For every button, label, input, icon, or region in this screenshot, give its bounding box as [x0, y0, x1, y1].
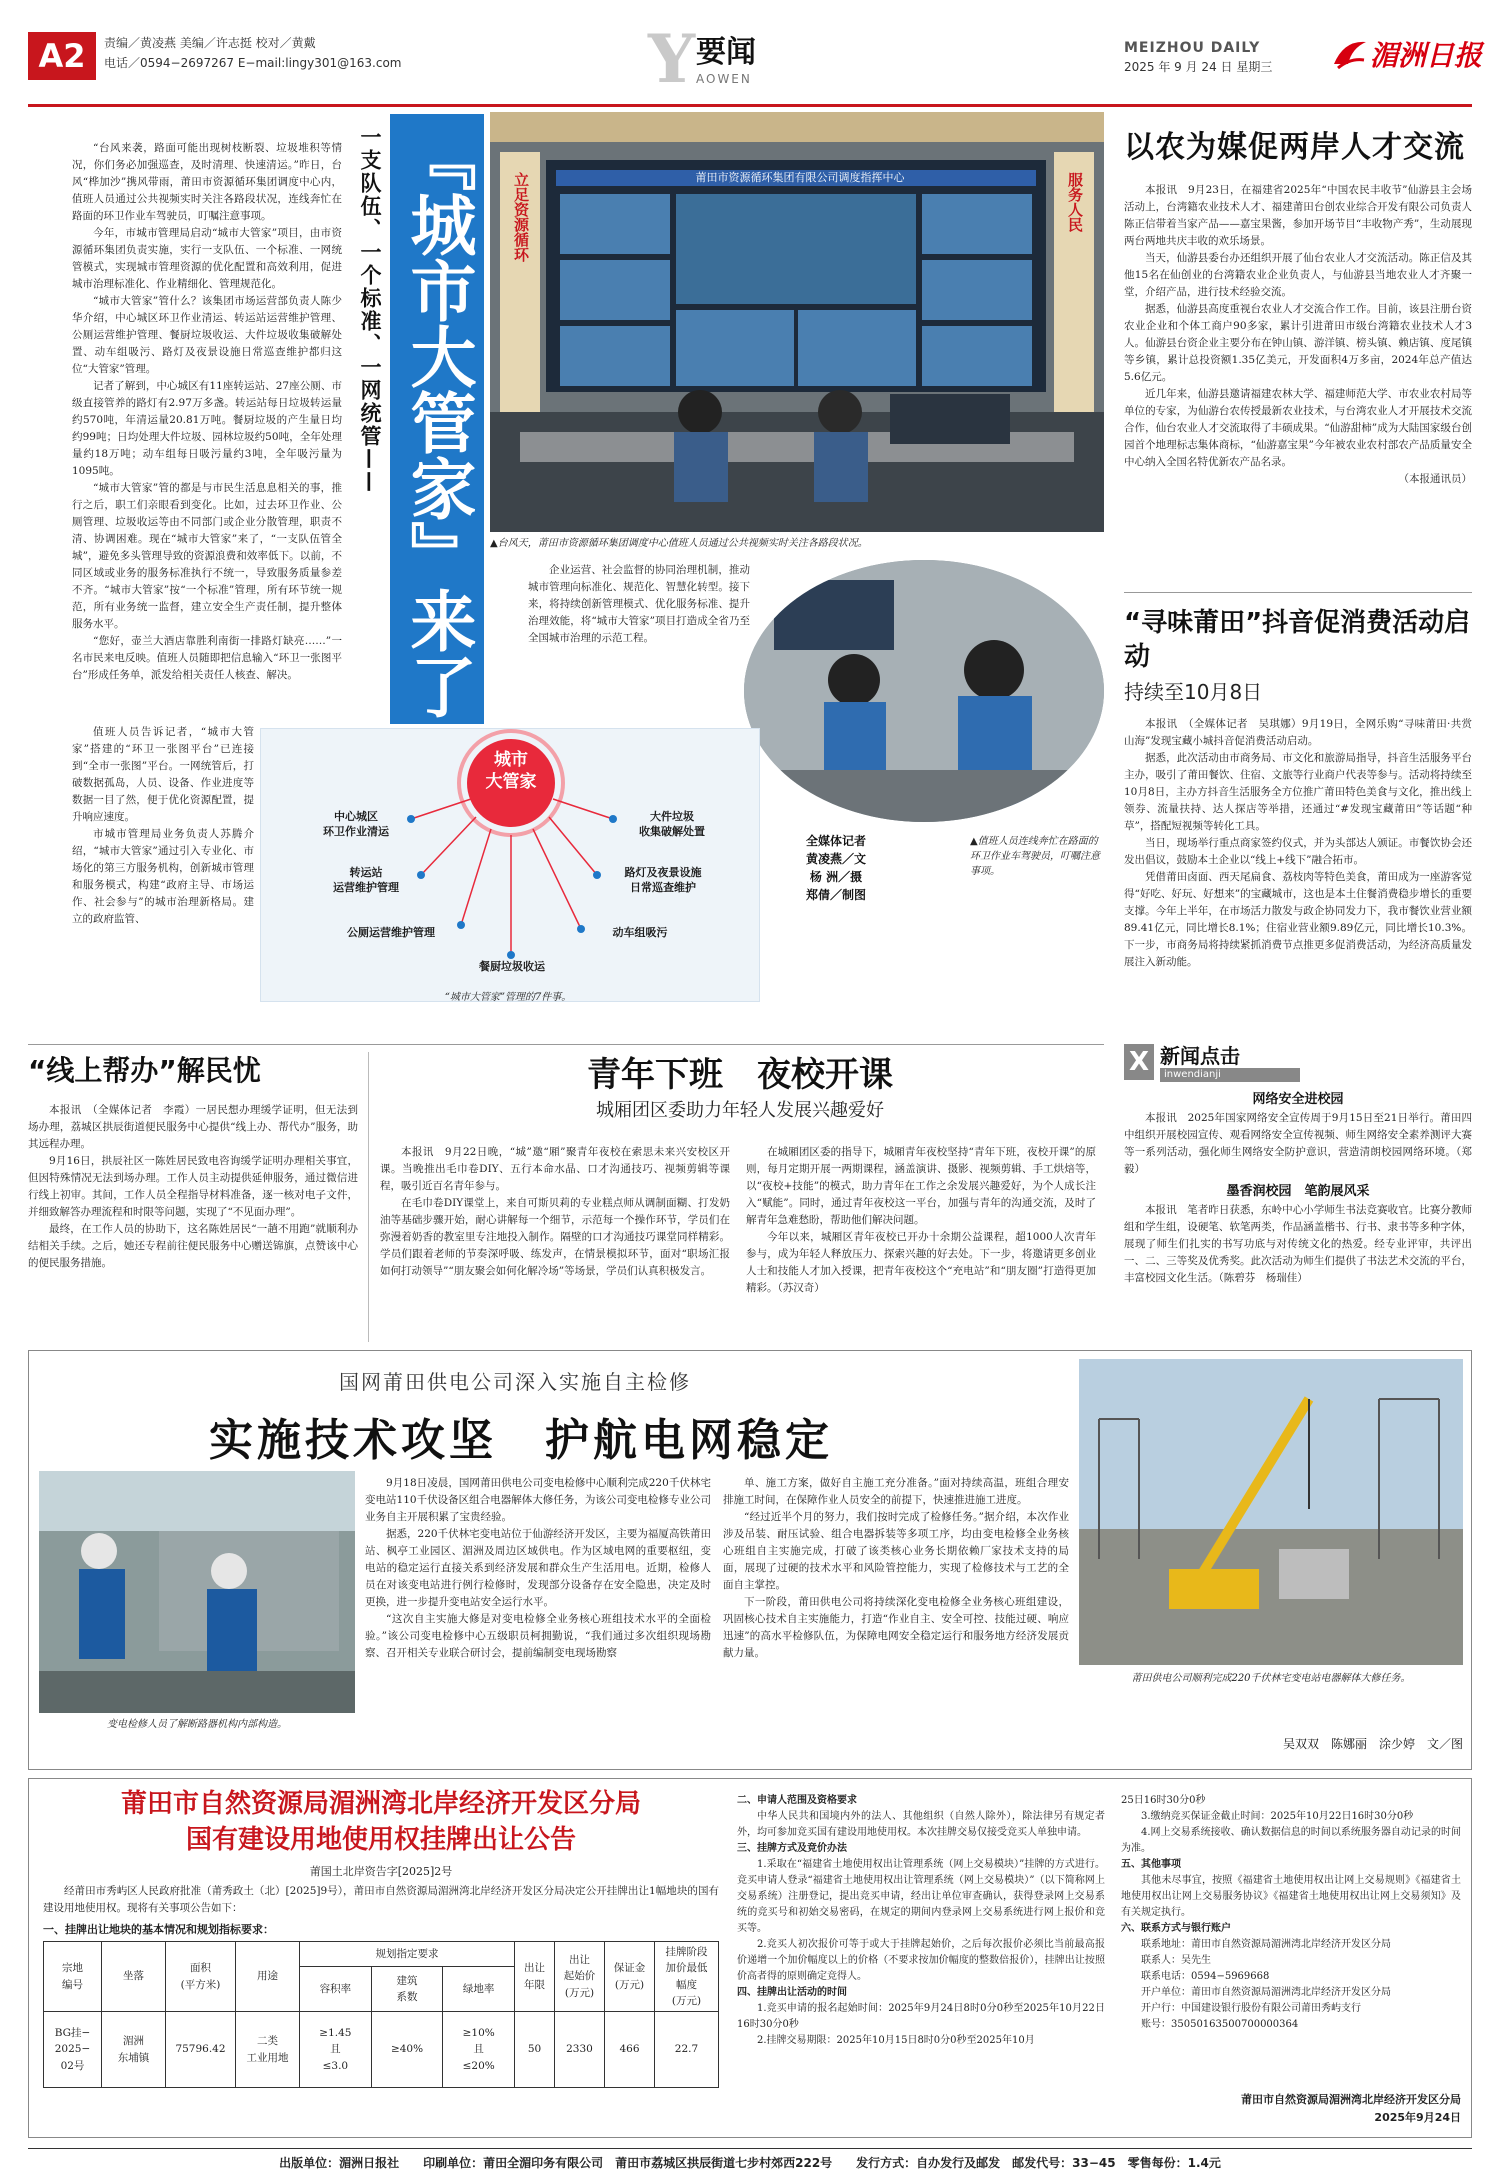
notice-title-1: 莆田市自然资源局湄洲湾北岸经济开发区分局 — [120, 1789, 641, 1819]
th-deposit: 保证金 (万元) — [605, 1942, 655, 2012]
th-increment: 挂牌阶段 加价最低 幅度 (万元) — [655, 1942, 719, 2012]
notice-col3: 25日16时30分0秒 3.缴纳竞买保证金截止时间：2025年10月22日16时30分0秒 4.网上交易系统接收、确认数据信息的时间以系统服务器自动记录的时间为准。 五、其他事项 其他未尽事宜，按照《福建省土地使用权出让网上交易规则》《福建省土地使用权出让网上交易服务协议》《福建省土地使用权出让网上交易须知》及有关规定执行。 六、联系方式与银行账户 联系地址：莆田市自然资源局湄洲湾北岸经济开发区分局 联系人：吴先生 联系电话：0594−5969668 开户单位：莆田市自然资源局湄洲湾北岸经济开发区分局 开户行：中国建设银行股份有限公司莆田秀屿支行 账号：35050163500700000364 — [1121, 1795, 1461, 2030]
operators-illustration — [744, 560, 1104, 822]
news-click-title: 新闻点击 — [1160, 1044, 1240, 1068]
th-term: 出让 年限 — [515, 1942, 555, 2012]
td-green: ≥10% 且 ≤20% — [443, 2012, 515, 2088]
center2-title: 青年下班 夜校开课 — [587, 1055, 893, 1095]
footer-rule — [28, 2148, 1472, 2149]
photo2-caption: ▲值班人员连线奔忙在路面的环卫作业车驾驶员，叮嘱注意事项。 — [970, 836, 1100, 877]
th-green: 绿地率 — [443, 1967, 515, 2012]
th-location: 坐落 — [102, 1942, 166, 2012]
td-increment: 22.7 — [655, 2012, 719, 2088]
diagram-center-label: 城市 大管家 — [485, 750, 537, 792]
diagram-item-3: 转运站 运营维护管理 — [333, 866, 399, 894]
right-divider-1 — [1124, 592, 1472, 593]
issue-date: 2025 年 9 月 24 日 星期三 — [1124, 60, 1273, 74]
paper-logo — [1330, 32, 1483, 76]
lead-subtitle: 一支队伍、一个标准、一网统管—— — [358, 126, 382, 494]
lead-middle-text: 企业运营、社会监督的协同治理机制，推动城市管理向标准化、规范化、智慧化转型。接下来，将持续创新管理模式、优化服务标准、提升治理效能，将“城市大管家”项目打造成全省乃至全国城市治理的示范工程。 — [528, 564, 750, 644]
wall-slogan-left: 立足资源循环 — [512, 172, 530, 262]
footer: 出版单位：湄洲日报社 印刷单位：莆田全湄印务有限公司 莆田市荔城区拱辰街道七步村郊西222号 发行方式：自办发行及邮发 邮发代号：33−45 零售每份：1.4元 — [279, 2156, 1221, 2170]
photo-operators — [744, 560, 1104, 822]
news-click-item2-title: 墨香润校园 笔韵展风采 — [1226, 1184, 1370, 1200]
lead-credit: 全媒体记者 黄凌燕／文 杨 洲／摄 郑倩／制图 — [805, 834, 866, 902]
lead-col1b: 值班人员告诉记者，“城市大管家”搭建的“环卫一张图平台”已连接到“全市一张图”平台。一网统管后，打破数据孤岛，人员、设备、作业进度等数据一目了然，便于优化资源配置，提升响应速度。 市城市管理局业务负责人苏腾介绍，“城市大管家”通过引入专业化、市场化的第三方服务机构，创新城市管理和服务模式，构建“政府主导、市场运作、社会参与”的城市治理新格局。建立的政府监管、 — [72, 726, 254, 925]
diagram-item-7: 餐厨垃圾收运 — [479, 960, 545, 973]
page-number: A2 — [28, 32, 96, 80]
center-story-2 — [380, 1052, 1100, 1294]
land-notice — [28, 1778, 1472, 2138]
td-term: 50 — [515, 2012, 555, 2088]
td-parcel-id: BG挂− 2025− 02号 — [44, 2012, 102, 2088]
right1-body: 本报讯 9月23日，在福建省2025年“中国农民丰收节”仙游县主会场活动上，台湾籍农业技术人才、福建莆田台创农业综合开发有限公司负责人陈正信带着当家产品——嘉宝果酱，参加开场节目“丰收物产秀”，生动展现两台两地共庆丰收的欢乐场景。 当天，仙游县委台办还组织开展了仙台农业人才交流活动。陈正信及其他15名在仙创业的台湾籍农业企业负责人，与仙游县当地农业人才齐聚一堂，介绍产品，进行技术经验交流。 据悉，仙游县高度重视台农业人才交流合作工作。目前，该县注册台资农业企业和个体工商户90多家，累计引进莆田市级台湾籍农业技术人才3人。仙游县台资企业主要分布在钟山镇、游洋镇、榜头镇、赖店镇、度尾镇等乡镇，累计总投资额1.35亿美元，开发面积4万多亩，2024年总产值达5.6亿元。 近几年来，仙游县邀请福建农林大学、福建师范大学、市农业农村局等单位的专家，为仙游台农传授最新农业技术，与台湾农业人才开展技术交流合作，仙台农业人才交流取得了丰硕成果。“仙游甜柿”成为大陆国家级台创园首个地理标志集体商标，“仙游嘉宝果”今年被农业农村部农产品质量安全中心纳入全国名特优新农产品名录。 — [1124, 184, 1472, 468]
seven-duties-diagram — [260, 728, 760, 1002]
diagram-item-6: 动车组吸污 — [612, 926, 668, 939]
right1-byline: （本报通讯员） — [1398, 473, 1472, 485]
td-use: 二类 工业用地 — [236, 2012, 300, 2088]
editors-line: 责编／黄凌燕 美编／许志挺 校对／黄戴 — [104, 36, 316, 50]
right2-subtitle: 持续至10月8日 — [1124, 680, 1263, 704]
diagram-item-2: 大件垃圾 收集破解处置 — [639, 810, 705, 838]
paper-name-cn: 湄洲日报 — [1370, 39, 1483, 72]
news-click — [1124, 1044, 1472, 1287]
th-far: 容积率 — [300, 1967, 372, 2012]
notice-section1: 一、挂牌出让地块的基本情况和规划指标要求： — [43, 1923, 274, 1936]
right-story-1 — [1124, 128, 1472, 487]
news-click-item2-text: 本报讯 笔者昨日获悉，东岭中心小学师生书法竞赛收官。比赛分教师组和学生组，设硬笔、软笔两类，作品涵盖楷书、行书、隶书等多种字体，展现了师生们扎实的书写功底与对传统文化的热爱。经专业评审，共评出一、二、三等奖及优秀奖。此次活动为师生们提供了书法艺术交流的平台，丰富校园文化生活。（陈碧芬 杨瑞佳） — [1124, 1204, 1472, 1285]
inspection-illustration — [39, 1471, 355, 1713]
news-click-item1-title: 网络安全进校园 — [1252, 1092, 1344, 1107]
lead-story — [28, 112, 1104, 1040]
th-start-price: 出让 起始价 (万元) — [555, 1942, 605, 2012]
wall-slogan-right: 服务人民 — [1066, 172, 1084, 232]
news-click-letter: X — [1124, 1044, 1154, 1080]
notice-col2: 二、申请人范围及资格要求 中华人民共和国境内外的法人、其他组织（自然人除外），除法律另有规定者外，均可参加竞买国有建设用地使用权。本次挂牌交易仅接受竞买人单独申请。 三、挂牌方式及竞价办法 1.采取在“福建省土地使用权出让管理系统（网上交易模块）”挂牌的方式进行。竞买申请人登录“福建省土地使用权出让管理系统（网上交易模块）”（以下简称网上交易系统）注册登记，提出竞买申请，经出让单位审查确认，获得登录网上交易系统的竞买号和初始交易密码，在规定的期间内登录网上交易系统进行网上报价和竞买等。 2.竞买人初次报价可等于或大于挂牌起始价，之后每次报价必须比当前最高报价递增一个加价幅度以上的价格（不要求按加价幅度的整数倍报价），挂牌出让按照价高者得的原则确定竞得人。 四、挂牌出让活动的时间 1.竞买申请的报名起始时间：2025年9月24日8时0分0秒至2025年10月22日16时30分0秒 2.挂牌交易期限：2025年10月15日8时0分0秒至2025年10月 — [737, 1795, 1105, 2046]
power-caption-right: 莆田供电公司顺利完成220千伏林宅变电站电器解体大修任务。 — [1131, 1673, 1411, 1684]
center2-subtitle: 城厢团区委助力年轻人发展兴趣爱好 — [596, 1100, 884, 1121]
th-use: 用途 — [236, 1942, 300, 2012]
diagram-caption: “城市大管家”管理的7件事。 — [444, 992, 572, 1003]
lead-col1: “台风来袭，路面可能出现树枝断裂、垃圾堆积等情况，你们务必加强巡查，及时清理、快速清运。”昨日，台风“桦加沙”携风带雨，莆田市资源循环集团调度中心内，值班人员通过公共视频实时关注各路段状况，连线奔忙在路面的环卫作业车驾驶员，叮嘱注意事项。 今年，市城市管理局启动“城市大管家”项目，由市资源循环集团负责实施，实行一支队伍、一个标准、一网统管模式，实现城市管理资源的优化配置和高效利用，促进城市治理标准化、作业精细化、管理规范化。 “城市大管家”管什么？该集团市场运营部负责人陈少华介绍，中心城区环卫作业清运、转运站运营维护管理、公厕运营维护管理、餐厨垃圾收运、大件垃圾收集破解处置、动车组吸污、路灯及夜景设施日常巡查维护都归这位“大管家”管理。 记者了解到，中心城区有11座转运站、27座公厕、市级直接管养的路灯有2.97万多盏。转运站每日垃圾转运量约570吨，年清运量20.81万吨。餐厨垃圾的产生量日均约99吨；日均处理大件垃圾、园林垃圾约50吨，全年处理量约18万吨；动车组每日吸污量约3吨，全年吸污量为1095吨。 “城市大管家”管的都是与市民生活息息相关的事，推行之后，职工们亲眼看到变化。比如，过去环卫作业、公厕管理、垃圾收运等由不同部门或企业分散管理，职责不清、协调困难。现在“城市大管家”来了，“一支队伍管全城”，避免多头管理导致的资源浪费和效率低下。以前，不同区域或业务的服务标准执行不统一，导致服务质量参差不齐。“城市大管家”按“一个标准”管理，所有环节统一规范，所有业务统一监督，建立安全生产责任制，提升整体服务水平。 “您好，壶兰大酒店靠胜利南街一排路灯缺亮……”一名市民来电反映。值班人员随即把信息输入“环卫一张图平台”形成任务单，派发给相关责任人核查、解决。 — [72, 142, 342, 681]
control-room-screen-title: 莆田市资源循环集团有限公司调度指挥中心 — [695, 171, 905, 184]
photo-control-room — [490, 112, 1104, 532]
notice-title-2: 国有建设用地使用权挂牌出让公告 — [185, 1825, 576, 1855]
td-coverage: ≥40% — [371, 2012, 443, 2088]
power-kicker: 国网莆田供电公司深入实施自主检修 — [339, 1370, 691, 1394]
left2-body: 本报讯 （全媒体记者 李霞）一居民想办理缓学证明，但无法到场办理，荔城区拱辰街道便民服务中心提供“线上办、帮代办”服务，助其远程办理。 9月16日，拱辰社区一陈姓居民致电咨询缓学证明办理相关事宜，但因特殊情况无法到场办理。工作人员主动提供延伸服务，通过微信进行线上初审。其间，工作人员全程指导材料准备，逐一核对电子文件，并细致解答办理流程和时限等问题，实现了“不见面办理”。 最终，在工作人员的协助下，这名陈姓居民“一趟不用跑”就顺利办结相关手续。之后，她还专程前往便民服务中心赠送锦旗，点赞该中心的便民服务措施。 — [28, 1104, 358, 1269]
center2-col1: 本报讯 9月22日晚，“城”邀“厢”聚青年夜校在索思未来兴安校区开课。当晚推出毛巾卷DIY、五行本命水晶、口才沟通技巧、视频剪辑等课程，吸引近百名青年参与。 在毛巾卷DIY课堂上，来自可斯贝莉的专业糕点师从调制面糊、打发奶油等基础步骤开始，耐心讲解每一个细节，示范每一个操作环节，学员们在弥漫着奶香的教室里专注地投入制作。隔壁的口才沟通技巧课堂同样精彩。学员们跟着老师的节奏深呼吸、练发声，在情景模拟环节，面对“职场汇报如何打动领导”“朋友聚会如何化解冷场”等场景，学员们认真积极发言。 — [380, 1146, 730, 1277]
td-location: 湄洲 东埔镇 — [102, 2012, 166, 2088]
section-pinyin: AOWEN — [696, 72, 752, 86]
masthead — [28, 20, 1483, 102]
photo-inspection — [39, 1471, 355, 1713]
right1-title: 以农为媒促两岸人才交流 — [1124, 130, 1465, 165]
th-area: 面积 (平方米) — [166, 1942, 236, 2012]
td-area: 75796.42 — [166, 2012, 236, 2088]
news-click-logo — [1124, 1044, 1472, 1084]
news-click-pinyin: inwendianji — [1160, 1068, 1300, 1082]
notice-intro: 经莆田市秀屿区人民政府批准（莆秀政土（北）[2025]9号），莆田市自然资源局湄洲湾北岸经济开发区分局决定公开挂牌出让1幅地块的国有建设用地使用权。现将有关事项公告如下： — [43, 1885, 719, 1914]
diagram-item-4: 路灯及夜景设施 日常巡查维护 — [624, 866, 702, 894]
diagram-item-1: 中心城区 环卫作业清运 — [323, 810, 389, 838]
right2-title: “寻味莆田”抖音促消费活动启动 — [1124, 608, 1471, 672]
power-col1: 9月18日凌晨，国网莆田供电公司变电检修中心顺利完成220千伏林宅变电站110千伏设备区组合电器解体大修任务，为该公司变电检修专业公司业务自主开展积累了宝贵经验。 据悉，220千伏林宅变电站位于仙游经济开发区，主要为福厦高铁莆田站、枫亭工业园区、湄洲及周边区域供电。作为区域电网的重要枢纽，变电站的稳定运行直接关系到经济发展和群众生产生活用电。近期，检修人员在对该变电站进行例行检修时，发现部分设备存在安全隐患，决定及时更换，进一步提升变电站安全运行水平。 “这次自主实施大修是对变电检修全业务核心班组技术水平的全面检验。”该公司变电检修中心五级职员柯拥勤说，“我们通过多次组织现场勘察、召开相关专业联合研讨会，提前编制变电现场勘察 — [365, 1477, 711, 1659]
td-far: ≥1.45 且 ≤3.0 — [300, 2012, 372, 2088]
th-planning: 规划指定要求 — [300, 1942, 515, 1967]
news-click-item1-text: 本报讯 2025年国家网络安全宣传周于9月15日至21日举行。莆田四中组织开展校园宣传、观看网络安全宣传视频、师生网络安全素养测评大赛等一系列活动，强化师生网络安全防护意识，营造清朗校园网络环境。（郑毅） — [1124, 1112, 1472, 1176]
section-title: 要闻 — [696, 35, 756, 70]
contact-line: 电话／0594−2697267 E−mail:lingy301@163.com — [104, 56, 402, 70]
power-feature — [28, 1350, 1472, 1770]
left2-title: “线上帮办”解民忧 — [28, 1054, 261, 1087]
right-story-2 — [1124, 606, 1472, 971]
section-letter: Y — [648, 20, 696, 98]
center2-col2: 在城厢团区委的指导下，城厢青年夜校坚持“青年下班，夜校开课”的原则，每月定期开展一两期课程，涵盖演讲、摄影、视频剪辑、手工烘焙等，以“夜校+技能”的模式，助力青年在工作之余发展兴趣爱好，为个人成长注入“赋能”。同时，通过青年夜校这一平台，加强与青年的沟通交流，及时了解青年急难愁盼，帮助他们解决问题。 今年以来，城厢区青年夜校已开办十余期公益课程，超1000人次青年参与，成为年轻人释放压力、探索兴趣的好去处。下一步，将邀请更多创业人士和技能人才加入授课，把青年夜校这个“充电站”和“朋友圈”打造得更加精彩。（苏汉奇） — [746, 1146, 1096, 1294]
row2-divider — [28, 1044, 1104, 1045]
notice-sign-date: 2025年9月24日 — [1374, 2111, 1461, 2124]
th-coverage: 建筑 系数 — [371, 1967, 443, 2012]
power-col2: 单、施工方案，做好自主施工充分准备。”面对持续高温，班组合理安排施工时间，在保障作业人员安全的前提下，快速推进施工进度。 “经过近半个月的努力，我们按时完成了检修任务。”据介绍，本次作业涉及吊装、耐压试验、组合电器拆装等多项工序，均由变电检修全业务核心班组自主实施完成，打破了该类核心业务长期依赖厂家技术支持的局面，展现了过硬的技术水平和风险管控能力，实现了检修技术与工艺的全面自主掌控。 下一阶段，莆田供电公司将持续深化变电检修全业务核心班组建设，巩固核心技术自主实施能力，打造“作业自主、安全可控、技能过硬、响应迅速”的高水平检修队伍，为保障电网安全稳定运行和服务地方经济发展贡献力量。 — [723, 1477, 1069, 1659]
power-credit: 吴双双 陈娜丽 涂少婷 文／图 — [1282, 1737, 1463, 1751]
notice-number: 莆国土北岸资告字[2025]2号 — [309, 1865, 453, 1878]
masthead-rule — [28, 104, 1472, 107]
notice-table — [43, 1941, 719, 2088]
row2-vrule-1 — [368, 1052, 369, 1342]
lead-title: 『城市大管家』来了 — [399, 125, 476, 719]
table-row — [44, 2012, 719, 2088]
power-caption-left: 变电检修人员了解断路器机构内部构造。 — [107, 1719, 287, 1730]
th-parcel-id: 宗地 编号 — [44, 1942, 102, 2012]
logo-wave-icon — [1330, 34, 1370, 74]
td-start-price: 2330 — [555, 2012, 605, 2088]
photo-crane — [1079, 1359, 1463, 1665]
power-title: 实施技术攻坚 护航电网稳定 — [209, 1415, 833, 1466]
crane-illustration — [1079, 1359, 1463, 1665]
right2-body: 本报讯 （全媒体记者 吴琪娜）9月19日，全网乐购“寻味莆田·共赏山海”发现宝藏小城抖音促消费活动启动。 据悉，此次活动由市商务局、市文化和旅游局指导，抖音生活服务平台主办，吸引了莆田餐饮、住宿、文旅等行业商户代表等参与。活动将持续至10月8日，主办方抖音生活服务全方位推广莆田特色美食与文化，推出线上领券、流量扶持、达人探店等举措，还通过“#发现宝藏莆田”等话题“种草”，搭配短视频等转化工具。 当日，现场举行重点商家签约仪式，并为头部达人颁证。市餐饮协会还发出倡议，鼓励本土企业以“线上+线下”融合拓市。 凭借莆田卤面、西天尾扁食、荔枝肉等特色美食，莆田成为一座游客觉得“好吃、好玩、好想来”的宝藏城市，这也是本土住餐消费稳步增长的重要支撑。今年上半年，在市场活力散发与政企协同发力下，我市餐饮业营业额89.41亿元，同比增长8.1%；住宿业营业额9.89亿元，同比增长10.3%。下一步，市商务局将持续紧抓消费节点推更多促消费活动，为经济高质量发展注入新动能。 — [1124, 718, 1472, 968]
diagram-item-5: 公厕运营维护管理 — [347, 926, 435, 939]
photo1-caption: ▲台风天，莆田市资源循环集团调度中心值班人员通过公共视频实时关注各路段状况。 — [490, 538, 868, 549]
notice-sign-org: 莆田市自然资源局湄洲湾北岸经济开发区分局 — [1241, 2093, 1461, 2106]
paper-name-en: MEIZHOU DAILY — [1124, 40, 1261, 56]
left-story-2 — [28, 1052, 358, 1272]
td-deposit: 466 — [605, 2012, 655, 2088]
